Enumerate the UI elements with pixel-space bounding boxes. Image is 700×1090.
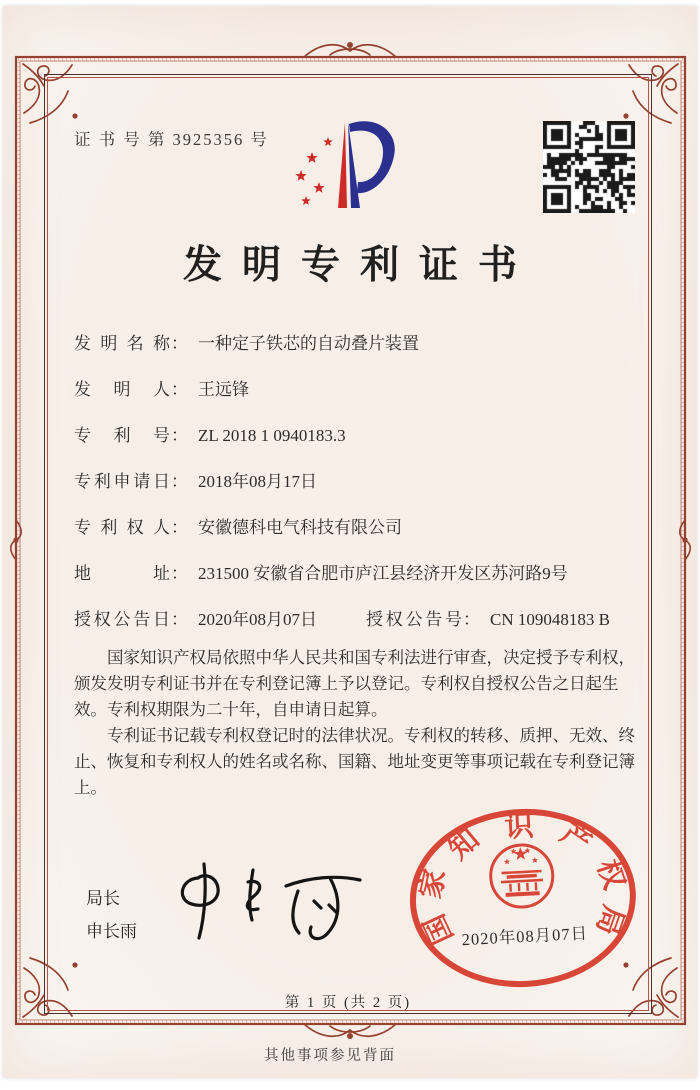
- field-row-inventor: [74, 378, 634, 402]
- field-colon: ：: [171, 472, 188, 491]
- field-colon: ：: [171, 426, 188, 445]
- field-value: 安徽德科电气科技有限公司: [198, 518, 402, 537]
- director-title: 局长: [86, 889, 120, 908]
- field-label: 地址: [74, 564, 170, 583]
- field-row-grant: [74, 608, 634, 632]
- field-label: 授权公告日: [74, 610, 170, 629]
- svg-text:国: 国: [418, 909, 460, 949]
- svg-text:产: 产: [554, 817, 597, 861]
- field-list: [74, 332, 634, 654]
- back-side-note: 其他事项参见背面: [264, 1048, 396, 1064]
- certificate-number: 证 书 号 第 3925356 号: [74, 130, 269, 149]
- field-value: 一种定子铁芯的自动叠片装置: [198, 334, 419, 353]
- field-value: 2018年08月17日: [198, 472, 317, 491]
- legal-paragraph: 国家知识产权局依照中华人民共和国专利法进行审查，决定授予专利权，颁发发明专利证书并在专利登记簿上予以登记。专利权自授权公告之日起生效。专利权期限为二十年，自申请日起算。: [74, 648, 635, 719]
- legal-text: [74, 645, 636, 801]
- field-colon: ：: [171, 518, 188, 537]
- field-colon: ：: [171, 610, 188, 629]
- svg-text:知: 知: [442, 822, 486, 867]
- svg-text:识: 识: [503, 810, 535, 844]
- field-label: 专利号: [74, 426, 170, 445]
- field-colon: ：: [171, 564, 188, 583]
- field-label: 专利申请日: [74, 472, 170, 491]
- field-value: 王远锋: [198, 380, 249, 399]
- field-value: 2020年08月07日: [198, 610, 317, 629]
- field-grant-date: [74, 608, 366, 632]
- director-name: 申长雨: [86, 922, 137, 941]
- field-label: 授权公告号: [366, 610, 462, 629]
- field-value: 231500 安徽省合肥市庐江县经济开发区苏河路9号: [198, 564, 568, 583]
- seal-date: 2020年08月07日: [461, 923, 589, 950]
- field-colon: ：: [171, 334, 188, 353]
- field-row-patent-number: [74, 424, 634, 448]
- legal-paragraph: 专利证书记载专利权登记时的法律状况。专利权的转移、质押、无效、终止、恢复和专利权人的姓名或名称、国籍、地址变更等事项记载在专利登记簿上。: [74, 726, 635, 797]
- svg-text:家: 家: [414, 866, 453, 902]
- field-label: 发明人: [74, 380, 170, 399]
- field-row-address: [74, 562, 634, 586]
- field-value: CN 109048183 B: [490, 610, 610, 629]
- qr-code: [543, 121, 635, 213]
- field-row-patentee: [74, 516, 634, 540]
- field-label: 发明名称: [74, 334, 170, 353]
- page-number: 第 1 页 (共 2 页): [284, 995, 412, 1011]
- field-grant-number: [366, 608, 610, 632]
- svg-text:权: 权: [590, 855, 631, 894]
- field-colon: ：: [171, 380, 188, 399]
- field-colon: ：: [463, 610, 480, 629]
- field-value: ZL 2018 1 0940183.3: [198, 426, 346, 445]
- certificate-title: 发明专利证书: [182, 244, 537, 287]
- field-label: 专利权人: [74, 518, 170, 537]
- svg-text:局: 局: [589, 901, 630, 940]
- field-row-filing-date: [74, 470, 634, 494]
- field-row-invention-name: [74, 332, 634, 356]
